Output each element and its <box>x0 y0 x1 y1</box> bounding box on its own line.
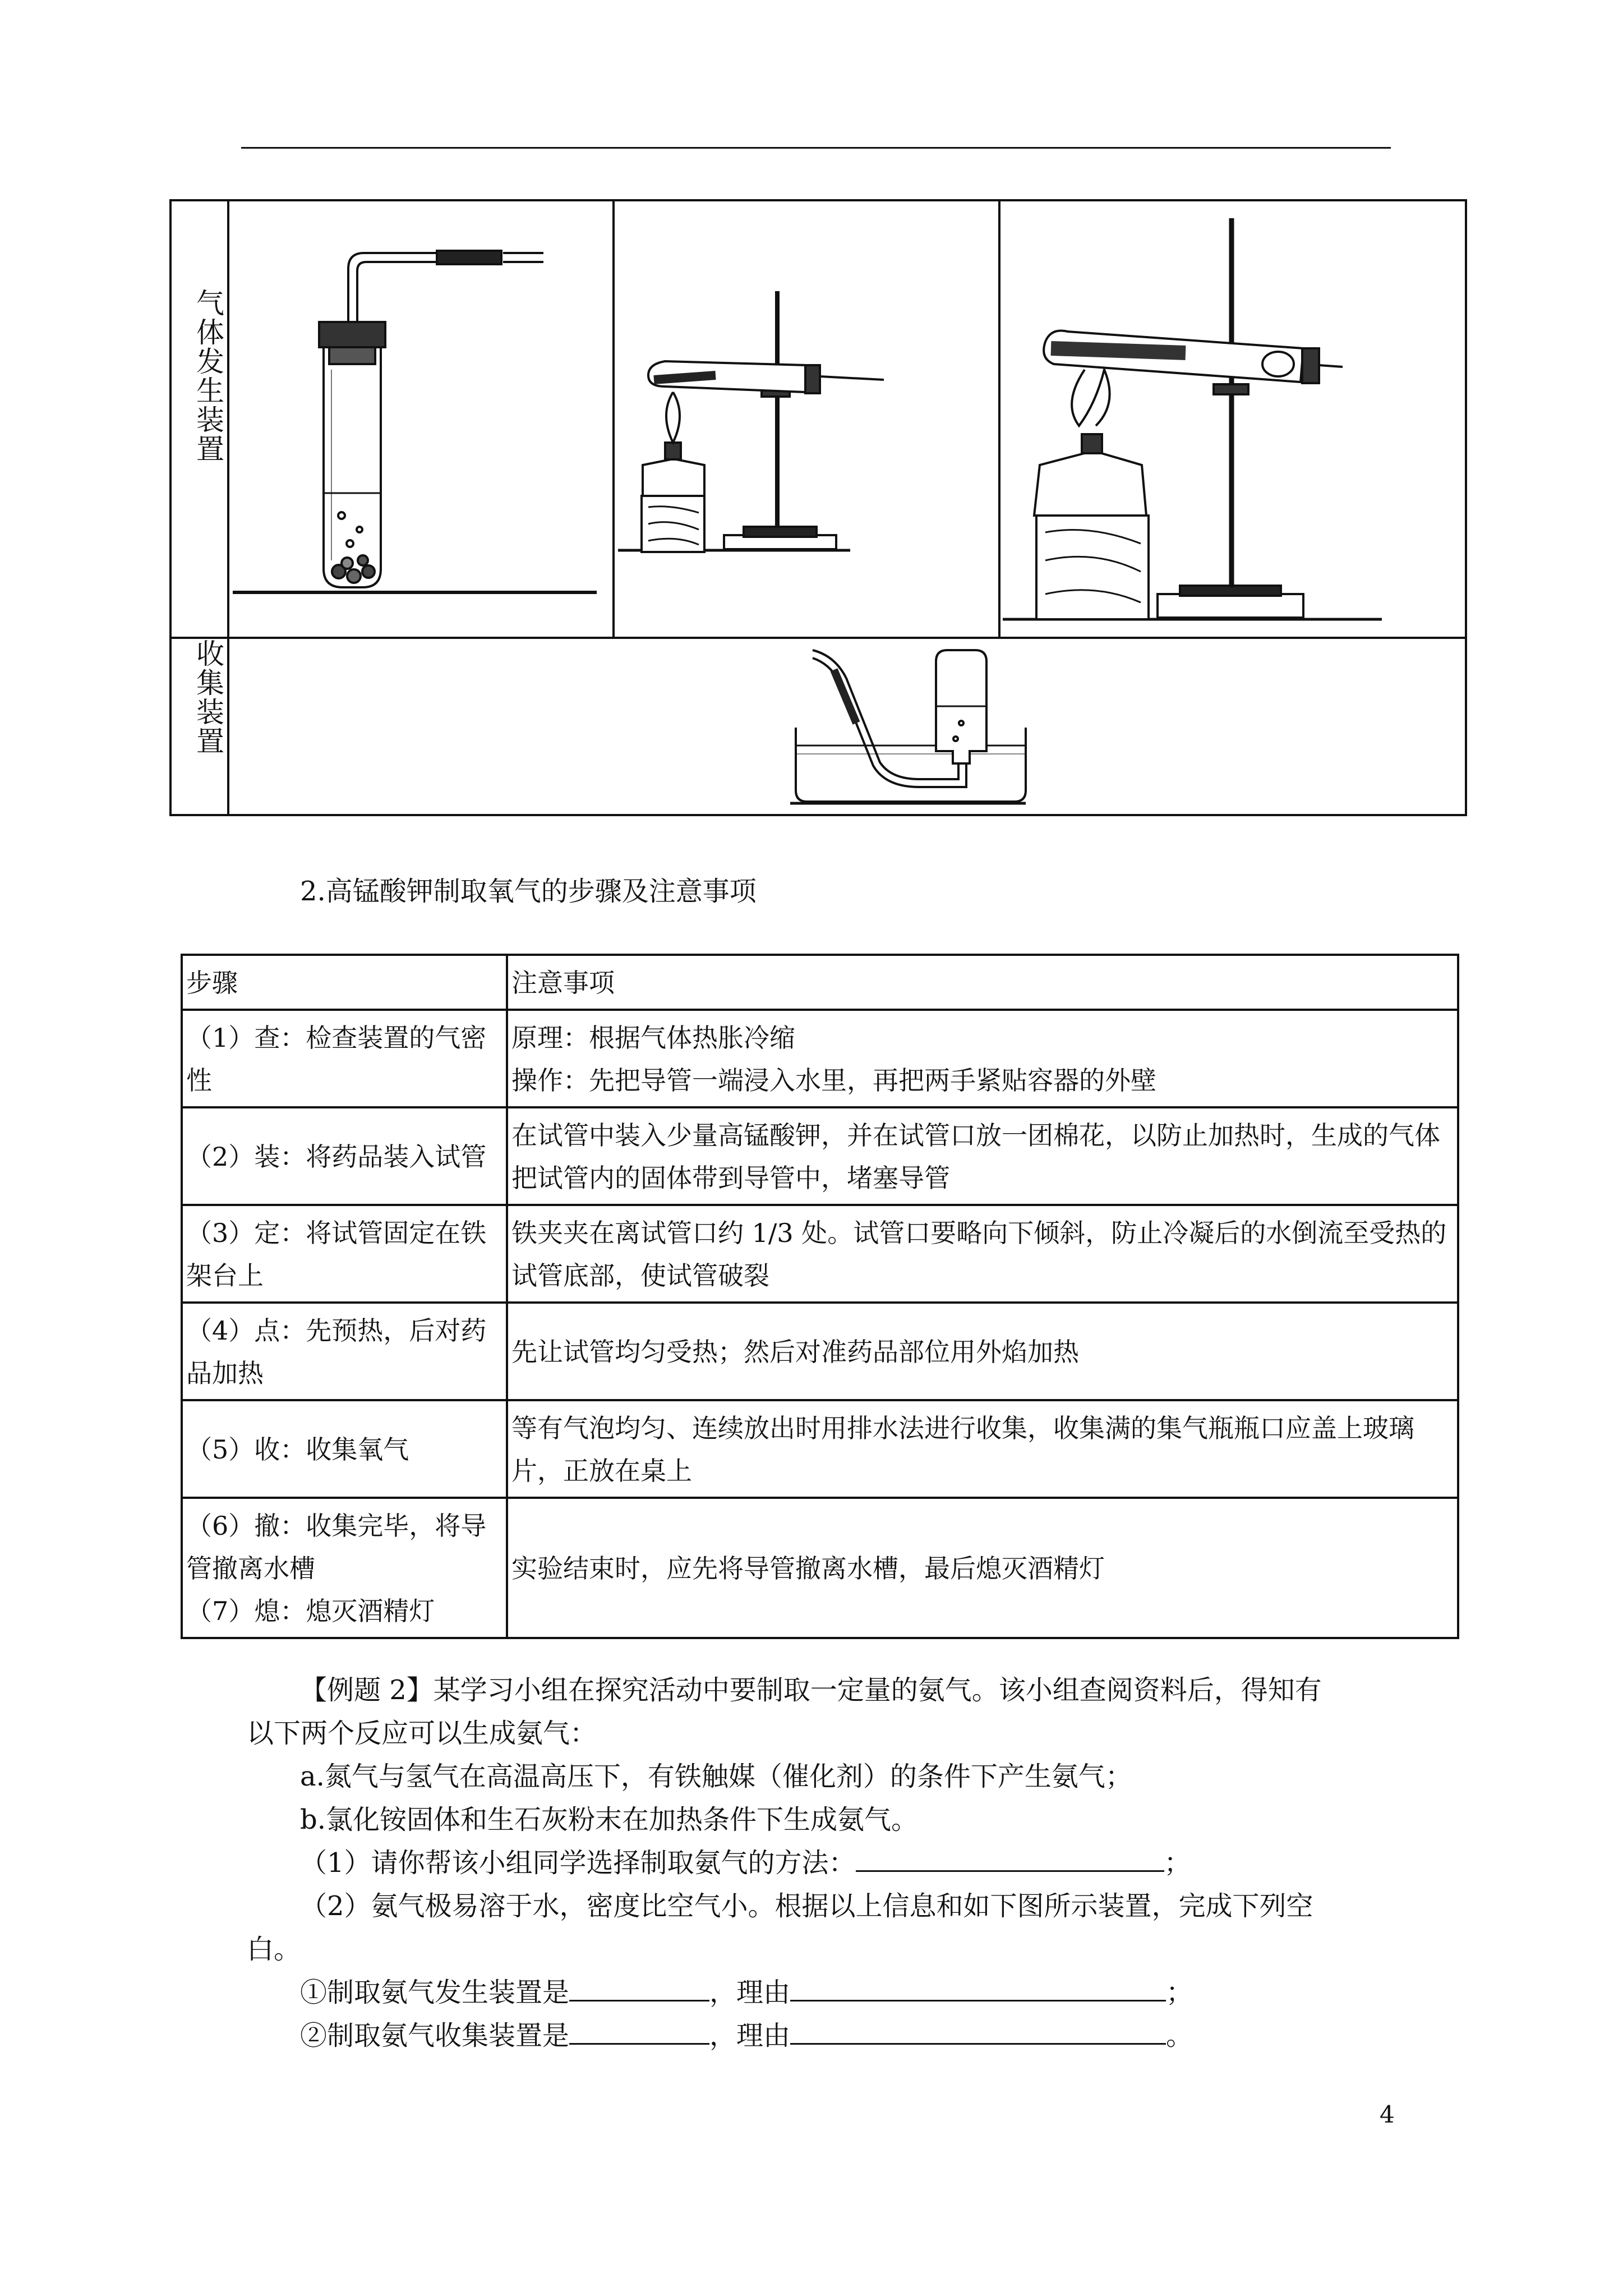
answer-blank-collector[interactable] <box>569 2016 709 2045</box>
answer-blank-generator[interactable] <box>569 1973 709 2001</box>
note-cell <box>507 1010 1458 1107</box>
step-cell: （5）收：收集氧气 <box>182 1400 507 1498</box>
question-2b-text: ②制取氨气收集装置是 <box>300 2020 570 2051</box>
step-extinguish: （7）熄：熄灭酒精灯 <box>186 1596 435 1626</box>
table-row <box>182 1205 1458 1303</box>
section-title: 2.高锰酸钾制取氧气的步骤及注意事项 <box>300 876 757 907</box>
answer-blank-method[interactable] <box>856 1843 1164 1872</box>
apparatus-test-tube <box>229 201 615 637</box>
page-number: 4 <box>1380 2101 1395 2128</box>
question-2a <box>300 1971 1193 2014</box>
header-step: 步骤 <box>182 955 507 1010</box>
answer-blank-generator-reason[interactable] <box>790 1973 1166 2001</box>
note-principle: 原理：根据气体热胀冷缩 <box>511 1023 795 1053</box>
question-2b <box>300 2014 1193 2057</box>
generation-label: 气体发生装置 <box>192 288 224 463</box>
reason-label: ，理由 <box>709 2020 791 2051</box>
heated-tube-large-illustration <box>1000 201 1463 637</box>
step-cell: （3）定：将试管固定在铁架台上 <box>182 1205 507 1303</box>
note-cell: 在试管中装入少量高锰酸钾，并在试管口放一团棉花，以防止加热时，生成的气体把试管内的固体带到导管中，堵塞导管 <box>507 1107 1458 1205</box>
option-b: b.氯化铵固体和生石灰粉末在加热条件下生成氨气。 <box>300 1804 918 1835</box>
question-2-line-1: （2）氨气极易溶于水，密度比空气小。根据以上信息和如下图所示装置，完成下列空 <box>300 1890 1313 1922</box>
water-collection-illustration <box>229 639 1463 812</box>
example-line-1: 【例题 2】某学习小组在探究活动中要制取一定量的氨气。该小组查阅资料后，得知有 <box>300 1674 1322 1706</box>
table-row <box>182 1498 1458 1638</box>
question-1-text: （1）请你帮该小组同学选择制取氨气的方法： <box>300 1847 856 1879</box>
step-cell: （4）点：先预热，后对药品加热 <box>182 1303 507 1400</box>
note-operation: 操作：先把导管一端浸入水里，再把两手紧贴容器的外壁 <box>511 1065 1156 1096</box>
header-notes: 注意事项 <box>507 955 1458 1010</box>
table-row <box>182 1107 1458 1205</box>
note-cell: 先让试管均匀受热；然后对准药品部位用外焰加热 <box>507 1303 1458 1400</box>
step-cell <box>182 1498 507 1638</box>
note-cell: 等有气泡均匀、连续放出时用排水法进行收集，收集满的集气瓶瓶口应盖上玻璃片，正放在桌上 <box>507 1400 1458 1498</box>
step-cell: （2）装：将药品装入试管 <box>182 1107 507 1205</box>
generation-label-cell <box>172 201 229 637</box>
table-row <box>182 1400 1458 1498</box>
table-row <box>182 1303 1458 1400</box>
question-2a-text: ①制取氨气发生装置是 <box>300 1977 570 2008</box>
table-row <box>182 1010 1458 1107</box>
apparatus-heated-tube-large <box>1000 201 1465 637</box>
test-tube-illustration <box>229 201 612 637</box>
question-1-end: ； <box>1164 1847 1191 1879</box>
question-1 <box>300 1842 1191 1884</box>
collection-row <box>172 639 1465 814</box>
heated-tube-small-illustration <box>615 201 998 637</box>
apparatus-table <box>169 199 1467 816</box>
note-cell: 铁夹夹在离试管口约 1/3 处。试管口要略向下倾斜，防止冷凝后的水倒流至受热的试管底部，使试管破裂 <box>507 1205 1458 1303</box>
generation-row <box>172 201 1465 639</box>
step-withdraw: （6）撤：收集完毕，将导管撤离水槽 <box>186 1511 487 1584</box>
option-a: a.氮气与氢气在高温高压下，有铁触媒（催化剂）的条件下产生氨气； <box>300 1761 1132 1792</box>
apparatus-heated-tube-small <box>615 201 1000 637</box>
reason-label: ，理由 <box>709 1977 791 2008</box>
collection-label-cell <box>172 639 229 814</box>
answer-blank-collector-reason[interactable] <box>790 2016 1166 2045</box>
steps-table <box>181 954 1459 1639</box>
question-2-line-2: 白。 <box>247 1934 301 1965</box>
example-line-2: 以下两个反应可以生成氨气： <box>247 1718 597 1749</box>
collection-label: 收集装置 <box>192 639 224 756</box>
table-header-row <box>182 955 1458 1010</box>
question-2b-end: 。 <box>1166 2020 1193 2051</box>
header-rule <box>241 147 1391 149</box>
step-cell: （1）查：检查装置的气密性 <box>182 1010 507 1107</box>
note-cell: 实验结束时，应先将导管撤离水槽，最后熄灭酒精灯 <box>507 1498 1458 1638</box>
question-2a-end: ； <box>1166 1977 1193 2008</box>
